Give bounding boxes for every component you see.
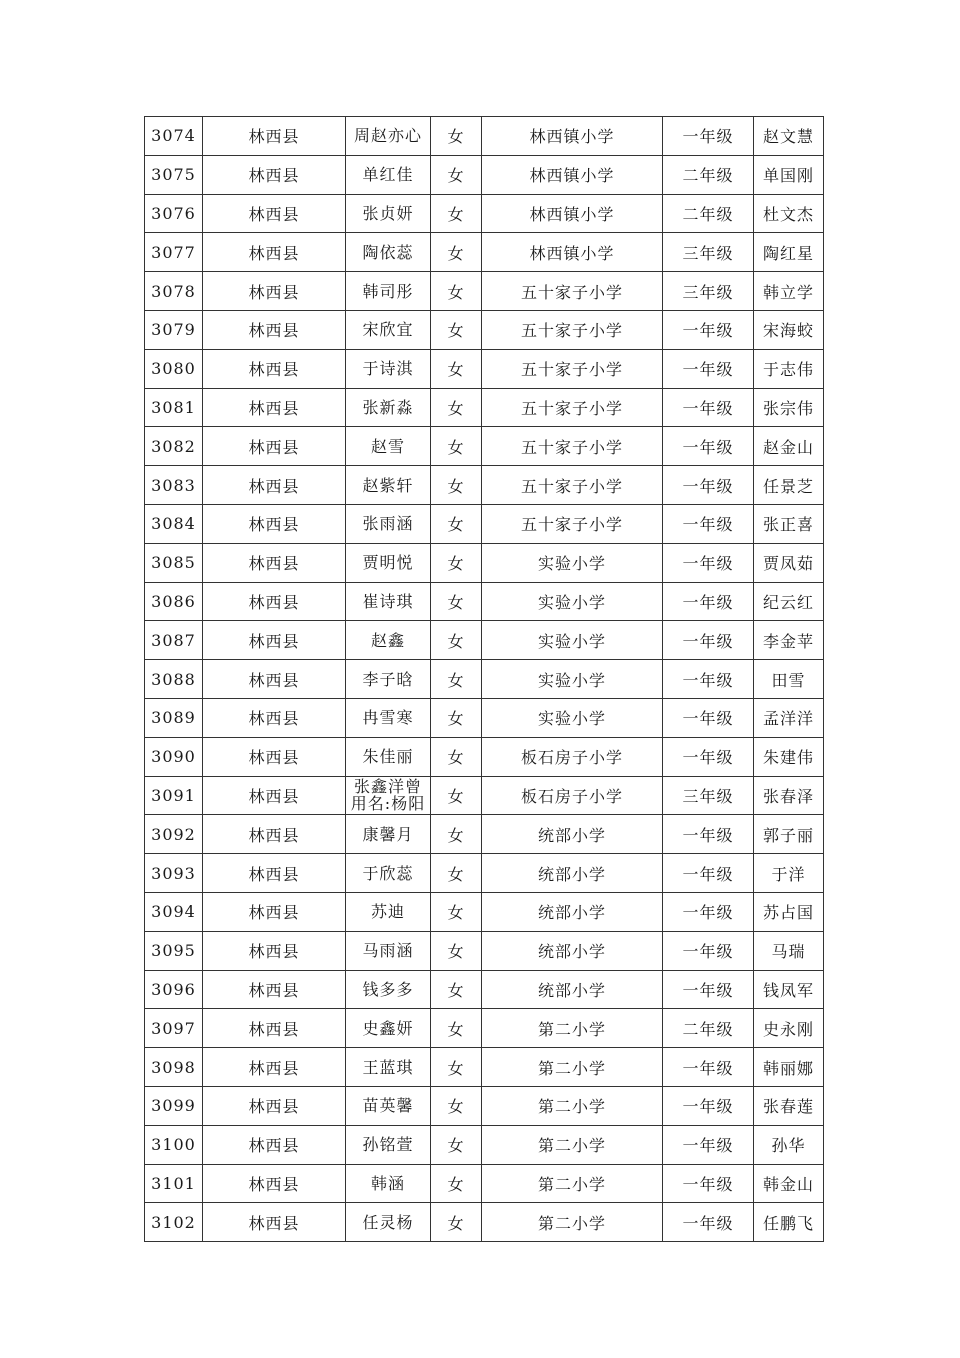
county-cell: 林西县 bbox=[203, 1164, 346, 1203]
grade-cell: 一年级 bbox=[663, 737, 754, 776]
gender-cell: 女 bbox=[431, 776, 482, 815]
school-cell: 第二小学 bbox=[482, 1125, 663, 1164]
grade-cell: 三年级 bbox=[663, 776, 754, 815]
table-row bbox=[145, 466, 824, 505]
county-cell: 林西县 bbox=[203, 427, 346, 466]
table-row bbox=[145, 621, 824, 660]
school-cell: 第二小学 bbox=[482, 1048, 663, 1087]
school-cell: 统部小学 bbox=[482, 815, 663, 854]
parent-name-cell: 田雪 bbox=[754, 660, 824, 699]
county-cell: 林西县 bbox=[203, 892, 346, 931]
table-row bbox=[145, 272, 824, 311]
row-number-cell: 3077 bbox=[145, 233, 203, 272]
parent-name-cell: 宋海蛟 bbox=[754, 310, 824, 349]
row-number-cell: 3082 bbox=[145, 427, 203, 466]
school-cell: 第二小学 bbox=[482, 1086, 663, 1125]
student-name-cell: 张新淼 bbox=[346, 388, 431, 427]
table-row bbox=[145, 970, 824, 1009]
parent-name-cell: 李金苹 bbox=[754, 621, 824, 660]
table-row bbox=[145, 1086, 824, 1125]
row-number-cell: 3079 bbox=[145, 310, 203, 349]
school-cell: 板石房子小学 bbox=[482, 737, 663, 776]
row-number-cell: 3093 bbox=[145, 854, 203, 893]
table-row bbox=[145, 233, 824, 272]
table-row bbox=[145, 931, 824, 970]
county-cell: 林西县 bbox=[203, 155, 346, 194]
student-name-cell: 康馨月 bbox=[346, 815, 431, 854]
table-row bbox=[145, 194, 824, 233]
gender-cell: 女 bbox=[431, 1125, 482, 1164]
parent-name-cell: 于洋 bbox=[754, 854, 824, 893]
county-cell: 林西县 bbox=[203, 698, 346, 737]
row-number-cell: 3084 bbox=[145, 504, 203, 543]
school-cell: 统部小学 bbox=[482, 970, 663, 1009]
school-cell: 五十家子小学 bbox=[482, 504, 663, 543]
gender-cell: 女 bbox=[431, 1164, 482, 1203]
county-cell: 林西县 bbox=[203, 582, 346, 621]
table-row bbox=[145, 1009, 824, 1048]
roster-table bbox=[144, 116, 824, 1242]
row-number-cell: 3085 bbox=[145, 543, 203, 582]
student-name-cell: 马雨涵 bbox=[346, 931, 431, 970]
school-cell: 五十家子小学 bbox=[482, 388, 663, 427]
student-name-cell: 苏迪 bbox=[346, 892, 431, 931]
parent-name-cell: 任鹏飞 bbox=[754, 1203, 824, 1242]
grade-cell: 一年级 bbox=[663, 892, 754, 931]
gender-cell: 女 bbox=[431, 1086, 482, 1125]
gender-cell: 女 bbox=[431, 1048, 482, 1087]
county-cell: 林西县 bbox=[203, 543, 346, 582]
grade-cell: 一年级 bbox=[663, 1164, 754, 1203]
row-number-cell: 3094 bbox=[145, 892, 203, 931]
grade-cell: 一年级 bbox=[663, 854, 754, 893]
student-name-cell: 赵雪 bbox=[346, 427, 431, 466]
school-cell: 实验小学 bbox=[482, 543, 663, 582]
parent-name-cell: 韩立学 bbox=[754, 272, 824, 311]
student-name-cell: 于欣蕊 bbox=[346, 854, 431, 893]
grade-cell: 二年级 bbox=[663, 1009, 754, 1048]
gender-cell: 女 bbox=[431, 233, 482, 272]
gender-cell: 女 bbox=[431, 427, 482, 466]
gender-cell: 女 bbox=[431, 1203, 482, 1242]
student-name-cell: 张贞妍 bbox=[346, 194, 431, 233]
grade-cell: 一年级 bbox=[663, 1086, 754, 1125]
gender-cell: 女 bbox=[431, 1009, 482, 1048]
row-number-cell: 3086 bbox=[145, 582, 203, 621]
student-name-cell: 钱多多 bbox=[346, 970, 431, 1009]
student-name-cell: 崔诗琪 bbox=[346, 582, 431, 621]
parent-name-cell: 赵金山 bbox=[754, 427, 824, 466]
school-cell: 板石房子小学 bbox=[482, 776, 663, 815]
gender-cell: 女 bbox=[431, 349, 482, 388]
table-row bbox=[145, 1125, 824, 1164]
student-name-cell: 单红佳 bbox=[346, 155, 431, 194]
school-cell: 五十家子小学 bbox=[482, 310, 663, 349]
row-number-cell: 3101 bbox=[145, 1164, 203, 1203]
county-cell: 林西县 bbox=[203, 621, 346, 660]
parent-name-cell: 孙华 bbox=[754, 1125, 824, 1164]
student-name-cell: 任灵杨 bbox=[346, 1203, 431, 1242]
county-cell: 林西县 bbox=[203, 233, 346, 272]
student-name-cell: 韩涵 bbox=[346, 1164, 431, 1203]
table-row bbox=[145, 582, 824, 621]
gender-cell: 女 bbox=[431, 582, 482, 621]
gender-cell: 女 bbox=[431, 660, 482, 699]
grade-cell: 一年级 bbox=[663, 698, 754, 737]
row-number-cell: 3081 bbox=[145, 388, 203, 427]
school-cell: 林西镇小学 bbox=[482, 117, 663, 156]
student-name-cell: 苗英馨 bbox=[346, 1086, 431, 1125]
county-cell: 林西县 bbox=[203, 466, 346, 505]
grade-cell: 一年级 bbox=[663, 970, 754, 1009]
table-row bbox=[145, 388, 824, 427]
gender-cell: 女 bbox=[431, 543, 482, 582]
row-number-cell: 3097 bbox=[145, 1009, 203, 1048]
parent-name-cell: 单国刚 bbox=[754, 155, 824, 194]
gender-cell: 女 bbox=[431, 155, 482, 194]
grade-cell: 一年级 bbox=[663, 660, 754, 699]
county-cell: 林西县 bbox=[203, 1009, 346, 1048]
gender-cell: 女 bbox=[431, 466, 482, 505]
county-cell: 林西县 bbox=[203, 310, 346, 349]
school-cell: 林西镇小学 bbox=[482, 155, 663, 194]
student-name-cell: 王蓝琪 bbox=[346, 1048, 431, 1087]
row-number-cell: 3096 bbox=[145, 970, 203, 1009]
gender-cell: 女 bbox=[431, 815, 482, 854]
county-cell: 林西县 bbox=[203, 931, 346, 970]
parent-name-cell: 任景芝 bbox=[754, 466, 824, 505]
parent-name-cell: 张春泽 bbox=[754, 776, 824, 815]
parent-name-cell: 张正喜 bbox=[754, 504, 824, 543]
row-number-cell: 3075 bbox=[145, 155, 203, 194]
row-number-cell: 3087 bbox=[145, 621, 203, 660]
county-cell: 林西县 bbox=[203, 970, 346, 1009]
parent-name-cell: 陶红星 bbox=[754, 233, 824, 272]
parent-name-cell: 杜文杰 bbox=[754, 194, 824, 233]
gender-cell: 女 bbox=[431, 892, 482, 931]
student-name-cell: 张雨涵 bbox=[346, 504, 431, 543]
row-number-cell: 3091 bbox=[145, 776, 203, 815]
parent-name-cell: 韩丽娜 bbox=[754, 1048, 824, 1087]
county-cell: 林西县 bbox=[203, 854, 346, 893]
parent-name-cell: 朱建伟 bbox=[754, 737, 824, 776]
parent-name-cell: 纪云红 bbox=[754, 582, 824, 621]
student-name-cell: 贾明悦 bbox=[346, 543, 431, 582]
student-name-cell: 韩司彤 bbox=[346, 272, 431, 311]
grade-cell: 一年级 bbox=[663, 621, 754, 660]
school-cell: 第二小学 bbox=[482, 1164, 663, 1203]
grade-cell: 一年级 bbox=[663, 815, 754, 854]
grade-cell: 三年级 bbox=[663, 272, 754, 311]
gender-cell: 女 bbox=[431, 504, 482, 543]
school-cell: 五十家子小学 bbox=[482, 272, 663, 311]
grade-cell: 二年级 bbox=[663, 155, 754, 194]
row-number-cell: 3092 bbox=[145, 815, 203, 854]
grade-cell: 一年级 bbox=[663, 582, 754, 621]
table-row bbox=[145, 892, 824, 931]
grade-cell: 一年级 bbox=[663, 427, 754, 466]
row-number-cell: 3095 bbox=[145, 931, 203, 970]
row-number-cell: 3102 bbox=[145, 1203, 203, 1242]
row-number-cell: 3099 bbox=[145, 1086, 203, 1125]
county-cell: 林西县 bbox=[203, 737, 346, 776]
parent-name-cell: 孟洋洋 bbox=[754, 698, 824, 737]
student-name-cell: 冉雪寒 bbox=[346, 698, 431, 737]
row-number-cell: 3080 bbox=[145, 349, 203, 388]
county-cell: 林西县 bbox=[203, 660, 346, 699]
grade-cell: 一年级 bbox=[663, 1125, 754, 1164]
gender-cell: 女 bbox=[431, 272, 482, 311]
county-cell: 林西县 bbox=[203, 272, 346, 311]
student-name-cell: 周赵亦心 bbox=[346, 117, 431, 156]
table-row bbox=[145, 815, 824, 854]
county-cell: 林西县 bbox=[203, 388, 346, 427]
student-name-cell: 宋欣宜 bbox=[346, 310, 431, 349]
parent-name-cell: 韩金山 bbox=[754, 1164, 824, 1203]
county-cell: 林西县 bbox=[203, 194, 346, 233]
grade-cell: 一年级 bbox=[663, 1203, 754, 1242]
grade-cell: 一年级 bbox=[663, 466, 754, 505]
school-cell: 五十家子小学 bbox=[482, 427, 663, 466]
table-row bbox=[145, 543, 824, 582]
table-row bbox=[145, 1164, 824, 1203]
table-row bbox=[145, 349, 824, 388]
parent-name-cell: 贾凤茹 bbox=[754, 543, 824, 582]
parent-name-cell: 苏占国 bbox=[754, 892, 824, 931]
roster-body bbox=[145, 117, 824, 1242]
county-cell: 林西县 bbox=[203, 776, 346, 815]
table-row bbox=[145, 854, 824, 893]
gender-cell: 女 bbox=[431, 194, 482, 233]
grade-cell: 一年级 bbox=[663, 310, 754, 349]
school-cell: 实验小学 bbox=[482, 582, 663, 621]
student-name-cell: 赵鑫 bbox=[346, 621, 431, 660]
parent-name-cell: 马瑞 bbox=[754, 931, 824, 970]
gender-cell: 女 bbox=[431, 698, 482, 737]
school-cell: 实验小学 bbox=[482, 660, 663, 699]
student-name-cell: 陶依蕊 bbox=[346, 233, 431, 272]
school-cell: 林西镇小学 bbox=[482, 233, 663, 272]
gender-cell: 女 bbox=[431, 621, 482, 660]
table-row bbox=[145, 504, 824, 543]
parent-name-cell: 赵文慧 bbox=[754, 117, 824, 156]
parent-name-cell: 史永刚 bbox=[754, 1009, 824, 1048]
grade-cell: 三年级 bbox=[663, 233, 754, 272]
county-cell: 林西县 bbox=[203, 349, 346, 388]
gender-cell: 女 bbox=[431, 117, 482, 156]
row-number-cell: 3090 bbox=[145, 737, 203, 776]
grade-cell: 一年级 bbox=[663, 117, 754, 156]
school-cell: 第二小学 bbox=[482, 1009, 663, 1048]
county-cell: 林西县 bbox=[203, 1048, 346, 1087]
table-row bbox=[145, 776, 824, 815]
county-cell: 林西县 bbox=[203, 117, 346, 156]
table-row bbox=[145, 310, 824, 349]
grade-cell: 一年级 bbox=[663, 931, 754, 970]
school-cell: 林西镇小学 bbox=[482, 194, 663, 233]
parent-name-cell: 于志伟 bbox=[754, 349, 824, 388]
row-number-cell: 3100 bbox=[145, 1125, 203, 1164]
gender-cell: 女 bbox=[431, 931, 482, 970]
row-number-cell: 3076 bbox=[145, 194, 203, 233]
county-cell: 林西县 bbox=[203, 1203, 346, 1242]
school-cell: 统部小学 bbox=[482, 892, 663, 931]
student-name-cell: 李子晗 bbox=[346, 660, 431, 699]
table-row bbox=[145, 1048, 824, 1087]
county-cell: 林西县 bbox=[203, 1086, 346, 1125]
row-number-cell: 3088 bbox=[145, 660, 203, 699]
table-row bbox=[145, 737, 824, 776]
student-name-cell: 赵紫轩 bbox=[346, 466, 431, 505]
school-cell: 统部小学 bbox=[482, 854, 663, 893]
school-cell: 第二小学 bbox=[482, 1203, 663, 1242]
school-cell: 五十家子小学 bbox=[482, 466, 663, 505]
table-row bbox=[145, 155, 824, 194]
school-cell: 统部小学 bbox=[482, 931, 663, 970]
table-row bbox=[145, 698, 824, 737]
grade-cell: 一年级 bbox=[663, 504, 754, 543]
grade-cell: 二年级 bbox=[663, 194, 754, 233]
gender-cell: 女 bbox=[431, 854, 482, 893]
gender-cell: 女 bbox=[431, 970, 482, 1009]
parent-name-cell: 郭子丽 bbox=[754, 815, 824, 854]
parent-name-cell: 张春莲 bbox=[754, 1086, 824, 1125]
row-number-cell: 3078 bbox=[145, 272, 203, 311]
county-cell: 林西县 bbox=[203, 504, 346, 543]
grade-cell: 一年级 bbox=[663, 1048, 754, 1087]
grade-cell: 一年级 bbox=[663, 349, 754, 388]
gender-cell: 女 bbox=[431, 388, 482, 427]
student-name-cell: 史鑫妍 bbox=[346, 1009, 431, 1048]
student-name-cell: 于诗淇 bbox=[346, 349, 431, 388]
row-number-cell: 3098 bbox=[145, 1048, 203, 1087]
table-row bbox=[145, 1203, 824, 1242]
school-cell: 五十家子小学 bbox=[482, 349, 663, 388]
table-row bbox=[145, 117, 824, 156]
row-number-cell: 3074 bbox=[145, 117, 203, 156]
gender-cell: 女 bbox=[431, 737, 482, 776]
row-number-cell: 3089 bbox=[145, 698, 203, 737]
table-row bbox=[145, 427, 824, 466]
school-cell: 实验小学 bbox=[482, 698, 663, 737]
gender-cell: 女 bbox=[431, 310, 482, 349]
student-name-cell: 朱佳丽 bbox=[346, 737, 431, 776]
county-cell: 林西县 bbox=[203, 1125, 346, 1164]
student-name-cell: 张鑫洋曾用名:杨阳 bbox=[346, 776, 431, 815]
parent-name-cell: 钱凤军 bbox=[754, 970, 824, 1009]
grade-cell: 一年级 bbox=[663, 388, 754, 427]
student-name-cell: 孙铭萱 bbox=[346, 1125, 431, 1164]
row-number-cell: 3083 bbox=[145, 466, 203, 505]
grade-cell: 一年级 bbox=[663, 543, 754, 582]
school-cell: 实验小学 bbox=[482, 621, 663, 660]
county-cell: 林西县 bbox=[203, 815, 346, 854]
parent-name-cell: 张宗伟 bbox=[754, 388, 824, 427]
table-row bbox=[145, 660, 824, 699]
